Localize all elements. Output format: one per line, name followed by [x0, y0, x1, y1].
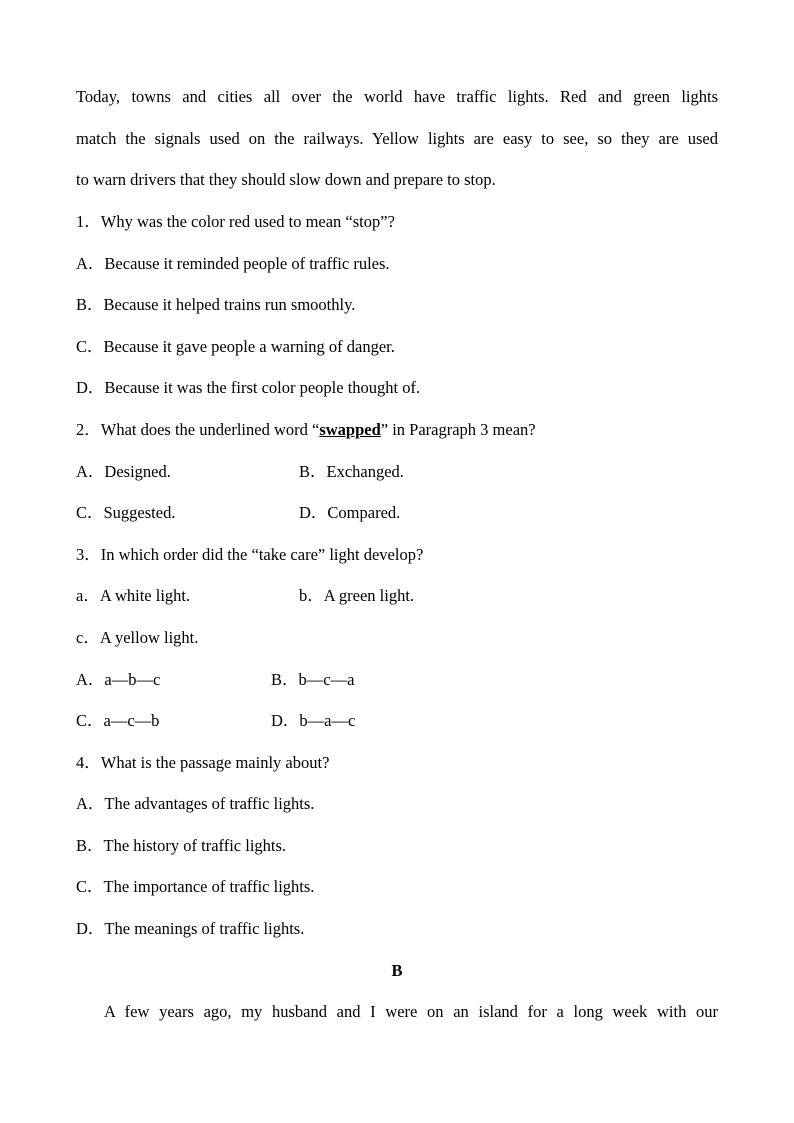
- q2-option-c: C．Suggested.: [76, 503, 176, 522]
- q3-option-c: C．a—c—b: [76, 711, 160, 730]
- section-b-first-line: A few years ago, my husband and I were on an island for a long week with our: [104, 1002, 718, 1021]
- q1-option-d: D．Because it was the first color people thought of.: [76, 378, 421, 397]
- q1-stem: 1．Why was the color red used to mean “stop”?: [76, 212, 395, 231]
- q3-option-d: D．b—a—c: [271, 711, 356, 730]
- q4-option-b: B．The history of traffic lights.: [76, 836, 287, 855]
- q2-stem-pre: 2．What does the underlined word “: [76, 420, 320, 439]
- q1-option-a: A．Because it reminded people of traffic rules.: [76, 254, 390, 273]
- q3-item-b: b．A green light.: [299, 586, 415, 605]
- q4-option-a: A．The advantages of traffic lights.: [76, 794, 315, 813]
- q4-option-c: C．The importance of traffic lights.: [76, 877, 315, 896]
- q2-option-a: A．Designed.: [76, 462, 171, 481]
- q2-option-d: D．Compared.: [299, 503, 401, 522]
- q3-stem: 3．In which order did the “take care” light develop?: [76, 545, 424, 564]
- q3-item-c: c．A yellow light.: [76, 628, 199, 647]
- q4-option-d: D．The meanings of traffic lights.: [76, 919, 305, 938]
- passage-line-1: Today, towns and cities all over the world have traffic lights. Red and green lights: [76, 87, 718, 106]
- q1-option-b: B．Because it helped trains run smoothly.: [76, 295, 356, 314]
- q3-item-a: a．A white light.: [76, 586, 191, 605]
- q3-option-a: A．a—b—c: [76, 670, 161, 689]
- q4-stem: 4．What is the passage mainly about?: [76, 753, 330, 772]
- q3-option-b: B．b—c—a: [271, 670, 355, 689]
- passage-line-3: to warn drivers that they should slow down and prepare to stop.: [76, 170, 496, 189]
- q2-option-b: B．Exchanged.: [299, 462, 404, 481]
- passage-line-2: match the signals used on the railways. Yellow lights are easy to see, so they are used: [76, 129, 718, 148]
- q2-stem: [76, 420, 536, 440]
- q2-stem-post: ” in Paragraph 3 mean?: [380, 420, 536, 439]
- section-b-heading: B: [391, 961, 403, 980]
- q1-option-c: C．Because it gave people a warning of danger.: [76, 337, 395, 356]
- q2-underlined-word: swapped: [319, 420, 381, 439]
